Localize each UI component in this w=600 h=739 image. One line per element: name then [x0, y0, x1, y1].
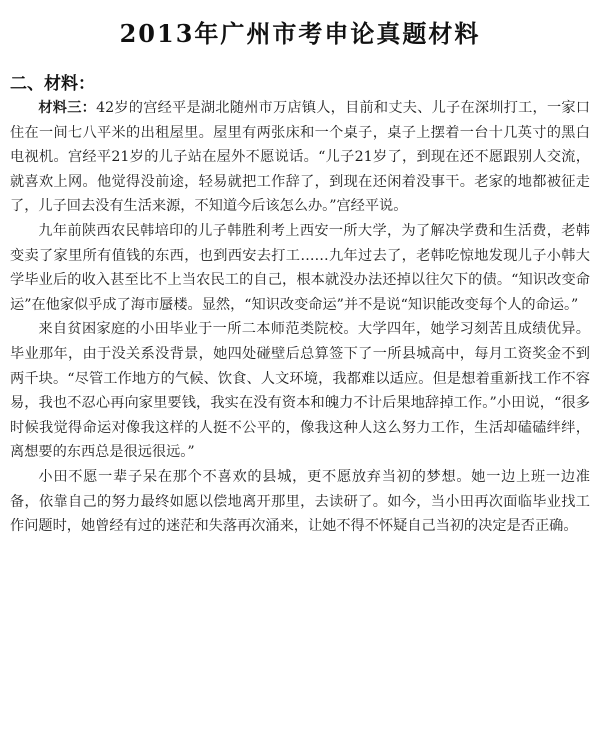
paragraph-1-text: 42岁的宫经平是湖北随州市万店镇人，目前和丈夫、儿子在深圳打工，一家口住在一间七八平米的出租屋里。屋里有两张床和一个桌子，桌子上摆着一台十几英寸的黑白电视机。宫经平21岁的儿子站在屋外不愿说话。“儿子21岁了，到现在还不愿跟别人交流，就喜欢上网。他觉得没前途，轻易就把工作辞了，到现在还闲着没事干。老家的地都被征走了，儿子回去没有生活来源，不知道今后该怎么办。”宫经平说。	[10, 100, 590, 215]
paragraph-2: 九年前陕西农民韩培印的儿子韩胜利考上西安一所大学，为了解决学费和生活费，老韩变卖了家里所有值钱的东西，也到西安去打工……九年过去了，老韩吃惊地发现儿子小韩大学毕业后的收入甚至比不上当农民工的自己，根本就没办法还掉以往欠下的债。“知识改变命运”在他家似乎成了海市蜃楼。显然，“知识改变命运”并不是说“知识能改变每个人的命运。”	[10, 222, 590, 313]
paragraph-4: 小田不愿一辈子呆在那个不喜欢的县城，更不愿放弃当初的梦想。她一边上班一边准备，依靠自己的努力最终如愿以偿地离开那里，去读研了。如今，当小田再次面临毕业找工作问题时，她曾经有过的迷茫和失落再次涌来，让她不得不怀疑自己当初的决定是否正确。	[10, 468, 590, 535]
material-label: 材料三：	[38, 100, 97, 116]
paragraph-1	[10, 96, 590, 219]
section-heading: 二、材料：	[10, 74, 95, 94]
paragraph-3: 来自贫困家庭的小田毕业于一所二本师范类院校。大学四年，她学习刻苦且成绩优异。毕业那年，由于没关系没背景，她四处碰壁后总算签下了一所县城高中，每月工资奖金不到两千块。“尽管工作地方的气候、饮食、人文环境，我都难以适应。但是想着重新找工作不容易，我也不忍心再向家里要钱，我实在没有资本和魄力不计后果地辞掉工作。”小田说，“很多时候我觉得命运对像我这样的人挺不公平的，像我这种人这么努力工作，生活却磕磕绊绊，离想要的东西总是很远很远。”	[10, 321, 590, 461]
document-title: 2013年广州市考申论真题材料	[119, 19, 481, 48]
